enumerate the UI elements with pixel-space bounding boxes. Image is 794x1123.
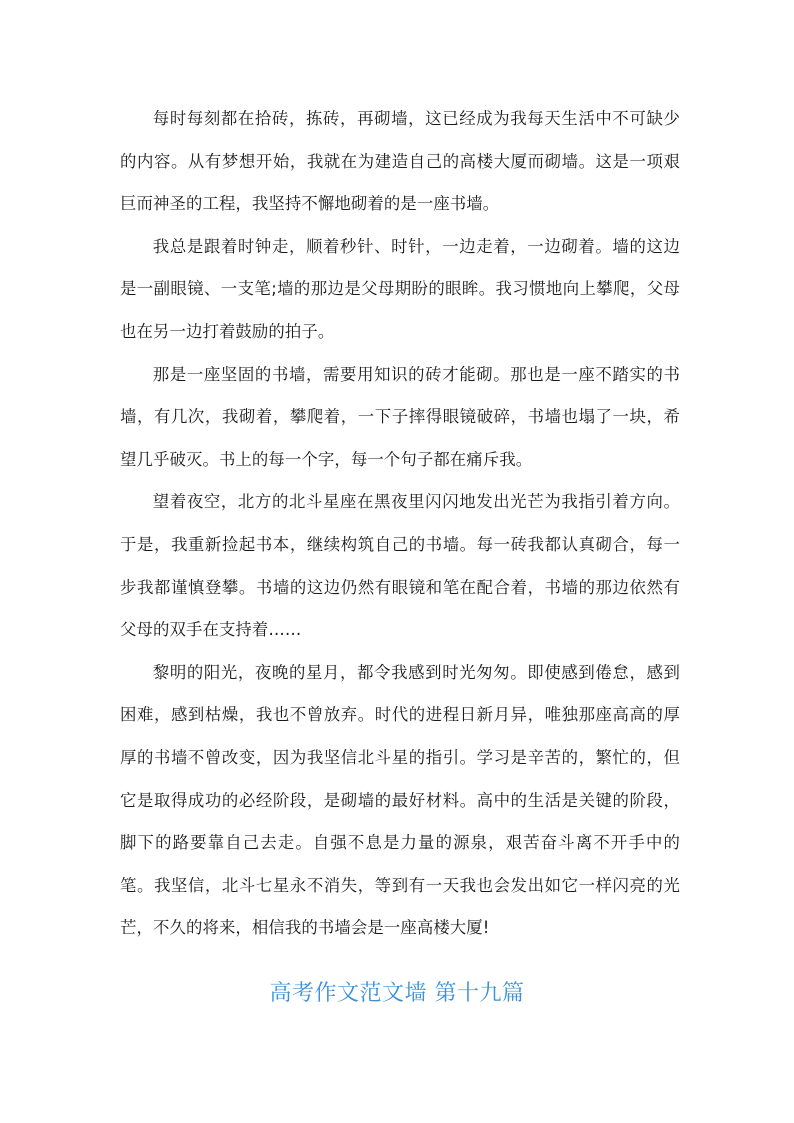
- paragraph-3: 那是一座坚固的书墙，需要用知识的砖才能砌。那也是一座不踏实的书墙，有几次，我砌着，攀爬着，一下子摔得眼镜破碎，书墙也塌了一块，希望几乎破灭。书上的每一个字，每一个句子都在痛斥我。: [120, 364, 680, 469]
- essay-body: [120, 98, 680, 950]
- paragraph-2: 我总是跟着时钟走，顺着秒针、时针，一边走着，一边砌着。墙的这边是一副眼镜、一支笔;墙的那边是父母期盼的眼眸。我习惯地向上攀爬，父母也在另一边打着鼓励的拍子。: [120, 236, 680, 341]
- paragraph-5: 黎明的阳光，夜晚的星月，都令我感到时光匆匆。即使感到倦怠，感到困难，感到枯燥，我也不曾放弃。时代的进程日新月异，唯独那座高高的厚厚的书墙不曾改变，因为我坚信北斗星的指引。学习是辛苦的，繁忙的，但它是取得成功的必经阶段，是砌墙的最好材料。高中的生活是关键的阶段，脚下的路要靠自己去走。自强不息是力量的源泉，艰苦奋斗离不开手中的笔。我坚信，北斗七星永不消失，等到有一天我也会发出如它一样闪亮的光芒，不久的将来，相信我的书墙会是一座高楼大厦!: [120, 662, 680, 938]
- section-title: 高考作文范文墙 第十九篇: [269, 981, 525, 1006]
- paragraph-4: 望着夜空，北方的北斗星座在黑夜里闪闪地发出光芒为我指引着方向。于是，我重新捡起书本，继续构筑自己的书墙。每一砖我都认真砌合，每一步我都谨慎登攀。书墙的这边仍然有眼镜和笔在配合着，书墙的那边依然有父母的双手在支持着……: [120, 492, 680, 640]
- paragraph-1: 每时每刻都在拾砖，拣砖，再砌墙，这已经成为我每天生活中不可缺少的内容。从有梦想开始，我就在为建造自己的高楼大厦而砌墙。这是一项艰巨而神圣的工程，我坚持不懈地砌着的是一座书墙。: [120, 109, 680, 214]
